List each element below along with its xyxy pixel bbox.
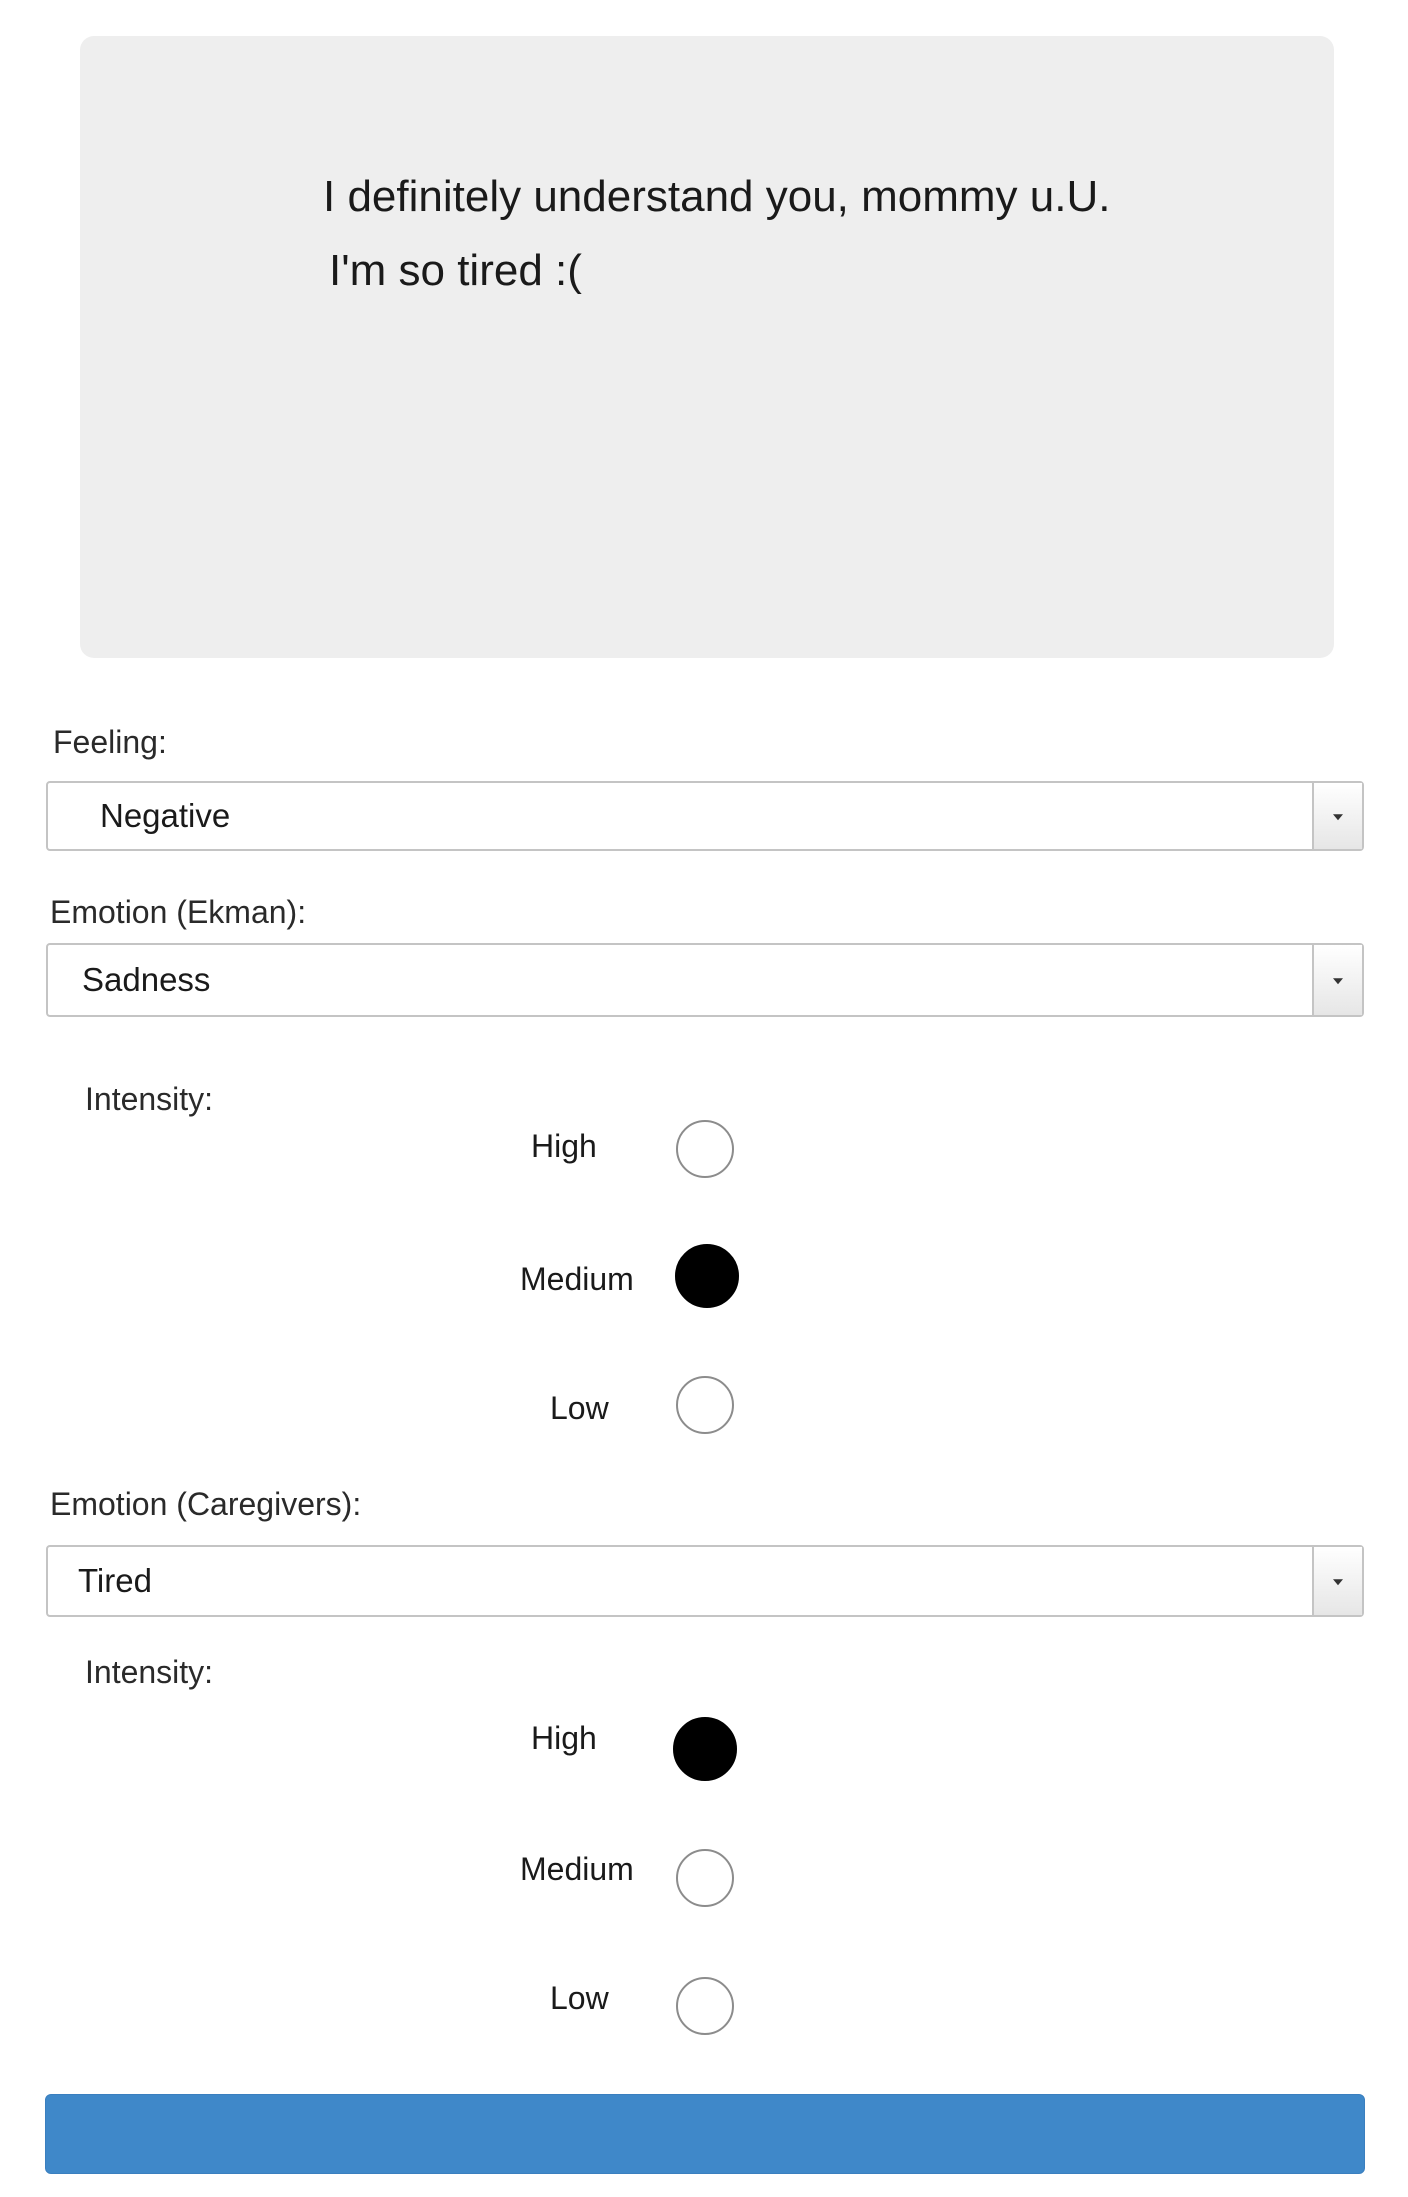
ekman-intensity-low-label: Low [550,1390,609,1426]
emotion-caregivers-label: Emotion (Caregivers): [50,1486,362,1522]
chevron-down-icon[interactable] [1312,783,1362,849]
caregivers-intensity-label: Intensity: [85,1654,214,1690]
message-box [80,36,1334,658]
ekman-intensity-high-radio[interactable] [676,1120,734,1178]
feeling-select-value: Negative [100,797,231,834]
ekman-intensity-medium-label: Medium [520,1261,634,1297]
emotion-ekman-select-value: Sadness [82,961,211,998]
feeling-select[interactable] [46,781,1364,851]
message-line-1: I definitely understand you, mommy u.U. [323,172,1111,221]
caregivers-intensity-high-radio[interactable] [673,1717,737,1781]
ekman-intensity-low-radio[interactable] [676,1376,734,1434]
ekman-intensity-high-label: High [531,1128,597,1164]
ekman-intensity-label: Intensity: [85,1081,214,1117]
message-line-2: I'm so tired :( [329,246,582,295]
caregivers-intensity-low-radio[interactable] [676,1977,734,2035]
caregivers-intensity-medium-label: Medium [520,1851,634,1887]
caregivers-intensity-low-label: Low [550,1980,609,2016]
emotion-caregivers-select-value: Tired [78,1562,152,1599]
chevron-down-icon[interactable] [1312,1547,1362,1615]
caregivers-intensity-medium-radio[interactable] [676,1849,734,1907]
chevron-down-icon[interactable] [1312,945,1362,1015]
emotion-ekman-select[interactable] [46,943,1364,1017]
submit-button[interactable] [45,2094,1365,2174]
ekman-intensity-medium-radio[interactable] [675,1244,739,1308]
caregivers-intensity-high-label: High [531,1720,597,1756]
emotion-ekman-label: Emotion (Ekman): [50,894,307,930]
emotion-caregivers-select[interactable] [46,1545,1364,1617]
feeling-label: Feeling: [53,724,167,760]
